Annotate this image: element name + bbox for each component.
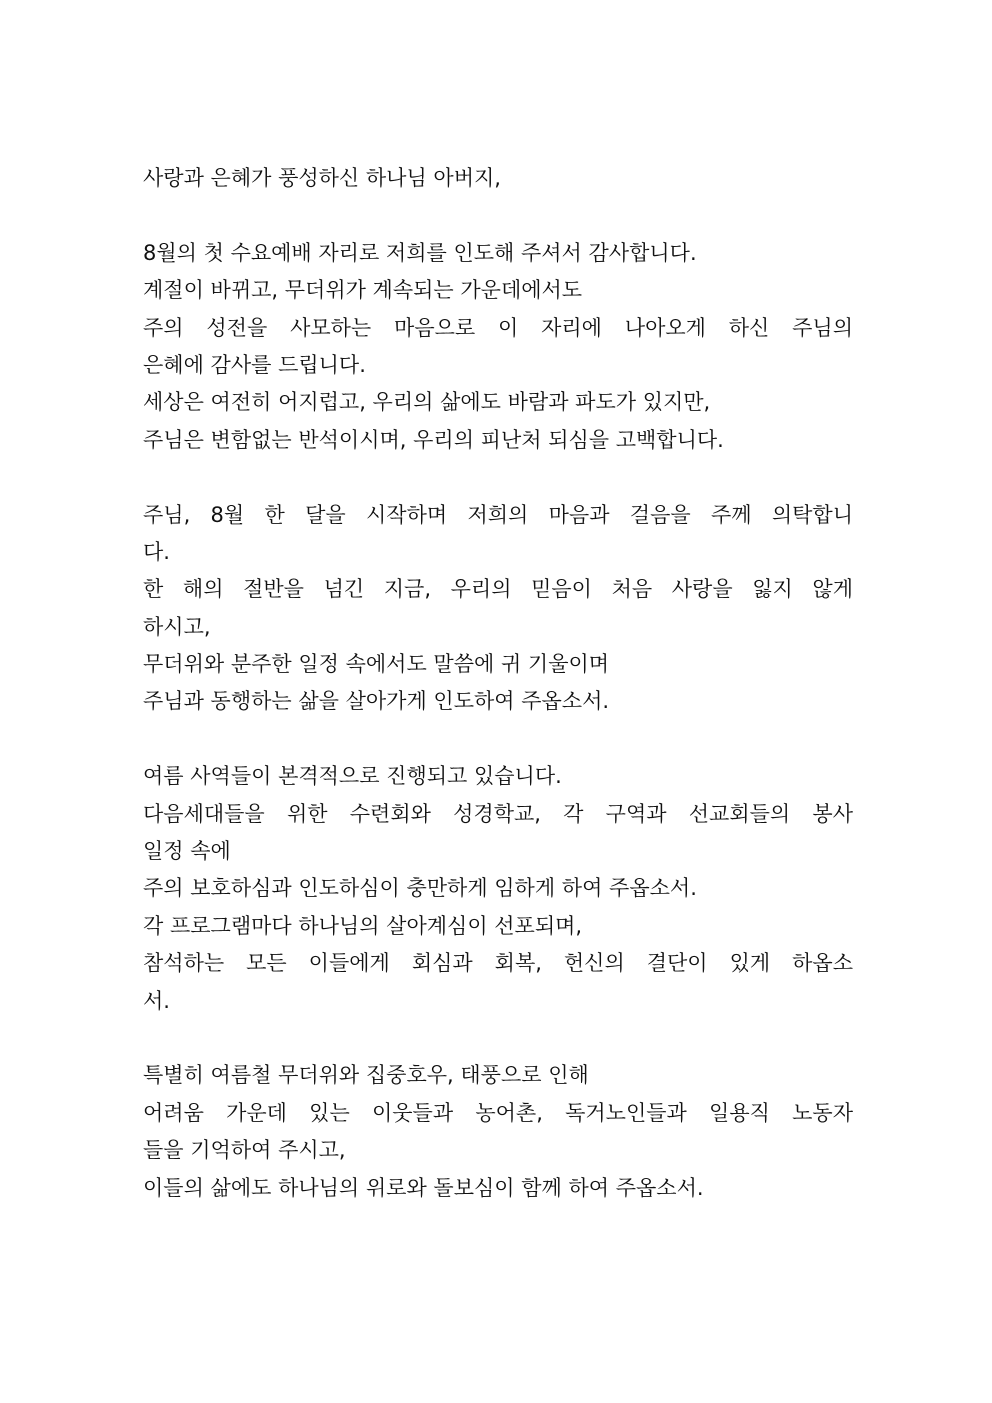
text-line: 이들의 삶에도 하나님의 위로와 돌보심이 함께 하여 주옵소서. bbox=[143, 1175, 704, 1200]
text-line: 주님, 8월 한 달을 시작하며 저희의 마음과 걸음을 주께 의탁합니 bbox=[143, 502, 853, 527]
text-line: 사랑과 은혜가 풍성하신 하나님 아버지, bbox=[143, 166, 501, 190]
text-line: 일정 속에 bbox=[143, 839, 231, 864]
paragraph-gap bbox=[143, 197, 853, 234]
text-line: 들을 기억하여 주시고, bbox=[143, 1138, 346, 1163]
text-line: 주의 보호하심과 인도하심이 충만하게 임하게 하여 주옵소서. bbox=[143, 876, 697, 901]
text-line: 참석하는 모든 이들에게 회심과 회복, 헌신의 결단이 있게 하옵소 bbox=[143, 951, 853, 976]
text-line: 하시고, bbox=[143, 614, 211, 639]
text-line: 주님은 변함없는 반석이시며, 우리의 피난처 되심을 고백합니다. bbox=[143, 427, 724, 452]
text-line: 서. bbox=[143, 988, 170, 1013]
text-line: 주님과 동행하는 삶을 살아가게 인도하여 주옵소서. bbox=[143, 689, 610, 714]
text-line: 무더위와 분주한 일정 속에서도 말씀에 귀 기울이며 bbox=[143, 652, 610, 677]
text-line: 은혜에 감사를 드립니다. bbox=[143, 352, 366, 377]
paragraph-gap bbox=[143, 459, 853, 496]
text-line: 주의 성전을 사모하는 마음으로 이 자리에 나아오게 하신 주님의 bbox=[143, 315, 853, 340]
paragraph bbox=[143, 758, 853, 1020]
paragraph-gap bbox=[143, 1020, 853, 1057]
text-line: 여름 사역들이 본격적으로 진행되고 있습니다. bbox=[143, 764, 562, 789]
text-line: 세상은 여전히 어지럽고, 우리의 삶에도 바람과 파도가 있지만, bbox=[143, 390, 711, 415]
text-line: 한 해의 절반을 넘긴 지금, 우리의 믿음이 처음 사랑을 잃지 않게 bbox=[143, 577, 853, 602]
paragraph bbox=[143, 1057, 853, 1207]
paragraph bbox=[143, 160, 853, 197]
text-line: 다. bbox=[143, 539, 170, 564]
text-line: 다음세대들을 위한 수련회와 성경학교, 각 구역과 선교회들의 봉사 bbox=[143, 801, 853, 826]
text-line: 8월의 첫 수요예배 자리로 저희를 인도해 주셔서 감사합니다. bbox=[143, 240, 697, 265]
text-line: 계절이 바뀌고, 무더위가 계속되는 가운데에서도 bbox=[143, 278, 583, 303]
text-line: 어려움 가운데 있는 이웃들과 농어촌, 독거노인들과 일용직 노동자 bbox=[143, 1100, 853, 1125]
text-line: 각 프로그램마다 하나님의 살아계심이 선포되며, bbox=[143, 913, 583, 938]
prayer-text bbox=[143, 160, 853, 1207]
text-line: 특별히 여름철 무더위와 집중호우, 태풍으로 인해 bbox=[143, 1063, 589, 1088]
paragraph bbox=[143, 235, 853, 459]
paragraph bbox=[143, 497, 853, 721]
paragraph-gap bbox=[143, 721, 853, 758]
